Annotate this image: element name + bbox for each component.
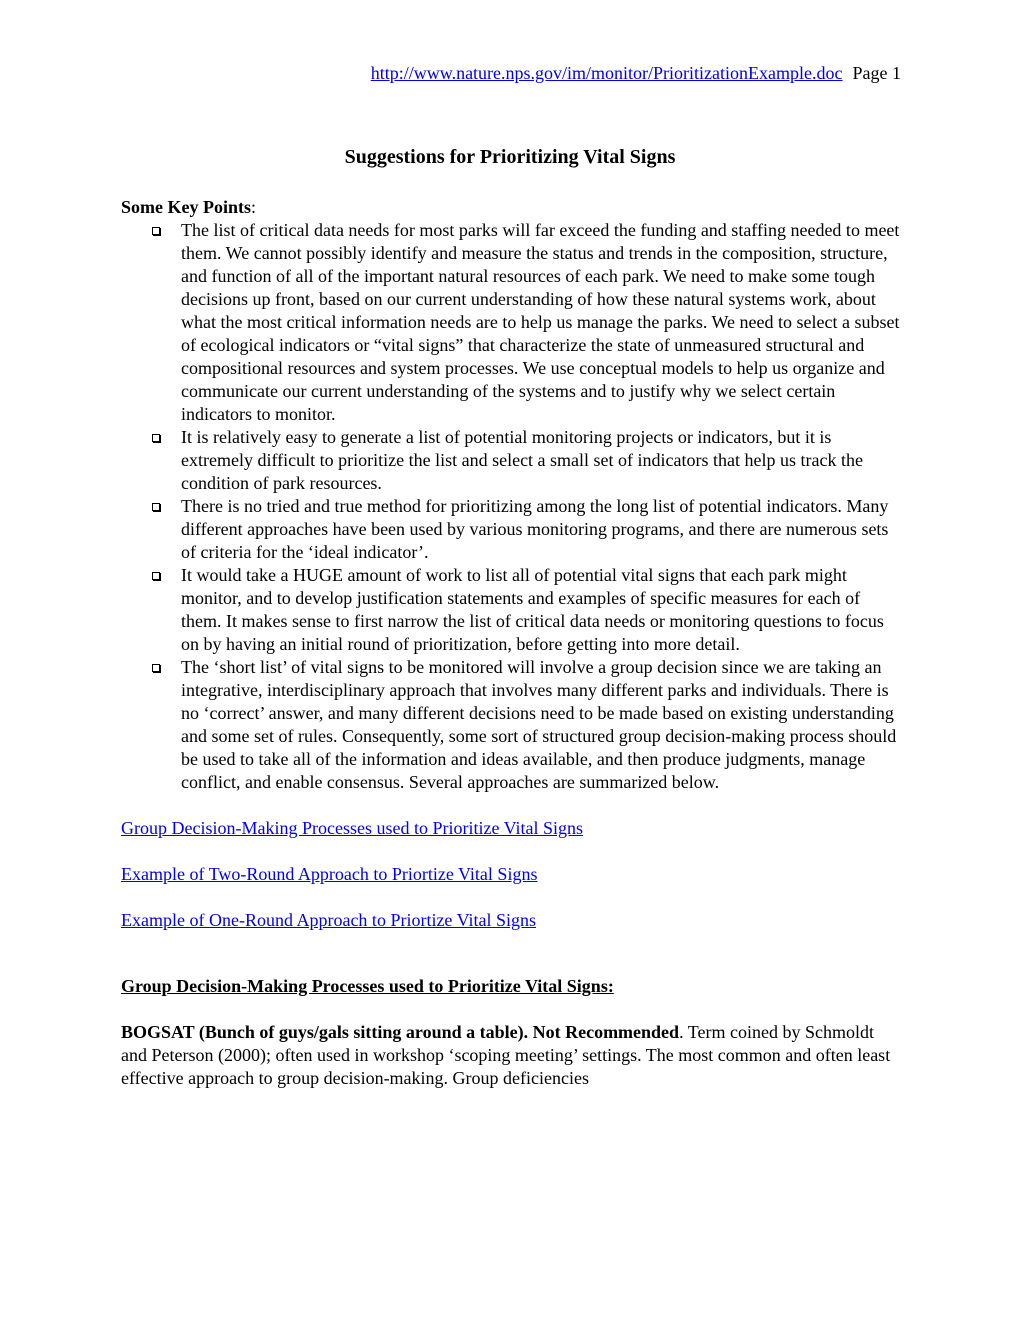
- page-header: [371, 62, 901, 85]
- key-points-heading: Some Key Points: [121, 197, 251, 217]
- list-item: [181, 219, 901, 426]
- list-item-text: It is relatively easy to generate a list of potential monitoring projects or indicators, but it is extremely difficult to prioritize the list and select a small set of indicators that help us track the condition of park resources.: [181, 427, 863, 493]
- checkbox-bullet-icon: [152, 227, 160, 235]
- link-two-round-approach[interactable]: Example of Two-Round Approach to Priortize Vital Signs: [121, 864, 538, 884]
- list-item-text: The list of critical data needs for most parks will far exceed the funding and staffing needed to meet them. We cannot possibly identify and measure the status and trends in the composition, structure, and function of all of the important natural resources of each park. We need to make some tough decisions up front, based on our current understanding of how these natural systems work, about what the most critical information needs are to help us manage the parks. We need to select a subset of ecological indicators or “vital signs” that characterize the state of unmeasured structural and compositional resources and system processes. We use conceptual models to help us organize and communicate our current understanding of the systems and to justify why we select certain indicators to monitor.: [181, 220, 900, 424]
- checkbox-bullet-icon: [152, 572, 160, 580]
- link-one-round-approach[interactable]: Example of One-Round Approach to Priortize Vital Signs: [121, 910, 537, 930]
- key-points-heading-line: [121, 196, 901, 219]
- list-item-text: It would take a HUGE amount of work to list all of potential vital signs that each park might monitor, and to develop justification statements and examples of specific measures for each of them. It makes sense to first narrow the list of critical data needs or monitoring questions to focus on by having an initial round of prioritization, before getting into more detail.: [181, 565, 884, 654]
- bogsat-body-text: . Term coined by Schmoldt and Peterson (2000); often used in workshop ‘scoping meeting’ settings. The most common and often least effective approach to group decision-making. Group deficiencies: [121, 1022, 891, 1088]
- section-links: [121, 817, 901, 932]
- list-item: [181, 656, 901, 794]
- checkbox-bullet-icon: [152, 434, 160, 442]
- bogsat-paragraph: [121, 1021, 901, 1090]
- bogsat-bold-text: BOGSAT (Bunch of guys/gals sitting around a table). Not Recommended: [121, 1022, 680, 1042]
- section-heading: Group Decision-Making Processes used to Prioritize Vital Signs:: [121, 976, 614, 996]
- list-item: [181, 426, 901, 495]
- key-points-list: [121, 219, 901, 794]
- list-item: [181, 495, 901, 564]
- page-number: Page 1: [852, 63, 901, 83]
- document-title: Suggestions for Prioritizing Vital Signs: [344, 146, 676, 168]
- key-points-colon: :: [251, 197, 257, 217]
- list-item-text: There is no tried and true method for prioritizing among the long list of potential indicators. Many different approaches have been used by various monitoring programs, and there are numerous sets of criteria for the ‘ideal indicator’.: [181, 496, 889, 562]
- list-item: [181, 564, 901, 656]
- link-group-decision-making[interactable]: Group Decision-Making Processes used to Prioritize Vital Signs: [121, 818, 584, 838]
- list-item-text: The ‘short list’ of vital signs to be monitored will involve a group decision since we are taking an integrative, interdisciplinary approach that involves many different parks and individuals. There is no ‘correct’ answer, and many different decisions need to be made based on existing understanding and some set of rules. Consequently, some sort of structured group decision-making process should be used to take all of the information and ideas available, and then produce judgments, manage conflict, and enable consensus. Several approaches are summarized below.: [181, 657, 897, 792]
- document-body: [121, 196, 901, 1090]
- checkbox-bullet-icon: [152, 503, 160, 511]
- document-url-link[interactable]: http://www.nature.nps.gov/im/monitor/PrioritizationExample.doc: [370, 63, 843, 83]
- checkbox-bullet-icon: [152, 664, 160, 672]
